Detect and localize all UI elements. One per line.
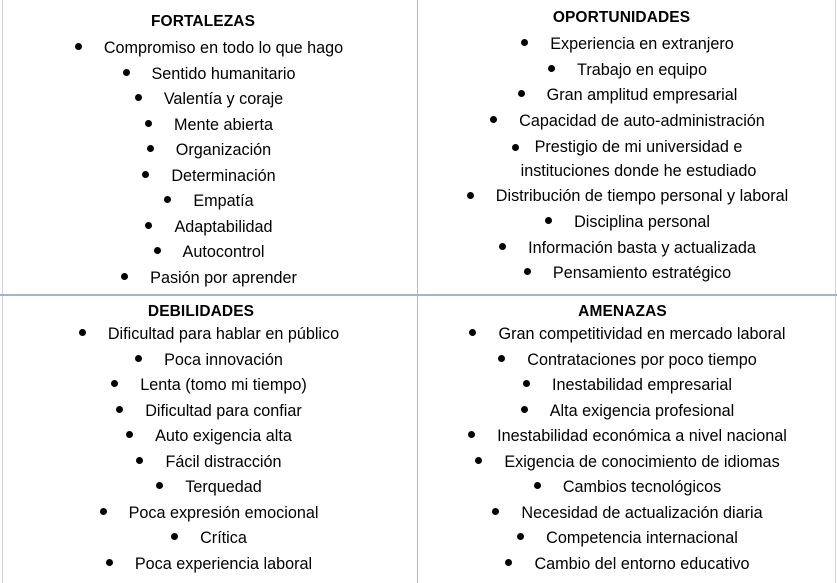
bullet-icon [492,508,499,515]
bullet-icon [126,431,133,438]
list-item-text: Prestigio de mi universidad e instituciones donde he estudiado [520,138,757,181]
list-item-text: Información basta y actualizada [528,238,756,257]
list-item-text: Necesidad de actualización diaria [521,503,763,522]
bullet-icon [534,482,541,489]
bullet-icon [467,192,474,199]
list-item [0,87,418,113]
bullet-icon [468,431,475,438]
list-item [0,552,418,578]
bullet-icon [100,508,107,515]
list-item-text: Alta exigencia profesional [549,401,735,420]
bullet-icon [521,39,528,46]
bullet-icon [116,406,123,413]
list-item-text: Fácil distracción [165,452,282,471]
bullet-icon [147,145,154,152]
amenazas-cell [418,295,837,583]
list-item [418,261,837,287]
list-item [418,373,837,399]
bullet-icon [475,457,482,464]
debilidades-cell [0,295,418,583]
list-item-text: Poca innovación [164,350,283,369]
bullet-icon [121,273,128,280]
list-item-text: Competencia internacional [546,529,738,547]
list-item [418,58,837,84]
list-item-text: Dificultad para hablar en público [107,325,340,343]
list-item [418,134,837,184]
list-item-text: Determinación [171,166,276,185]
list-item-text: Experiencia en extranjero [550,35,734,53]
list-item [0,450,418,476]
list-item [0,526,418,552]
list-item-text: Crítica [200,529,247,547]
fortalezas-list [0,36,418,291]
list-item [0,501,418,527]
debilidades-list [0,322,418,577]
bullet-icon [123,69,130,76]
oportunidades-list [418,32,837,287]
list-item [418,109,837,135]
bullet-icon [142,171,149,178]
bullet-icon [171,533,178,540]
bullet-icon [521,406,528,413]
list-item-text: Trabajo en equipo [577,60,707,79]
list-item-text: Lenta (tomo mi tiempo) [140,376,307,394]
list-item [0,373,418,399]
list-item [0,240,418,266]
list-item-text: Mente abierta [174,115,273,134]
bullet-icon [136,457,143,464]
amenazas-list [418,322,837,577]
list-item [418,32,837,58]
list-item [418,322,837,348]
list-item-text: Inestabilidad económica a nivel nacional [497,427,787,445]
list-item-text: Cambio del entorno educativo [534,554,750,573]
list-item-text: Gran amplitud empresarial [546,86,738,105]
list-item [0,36,418,62]
list-item-text: Poca experiencia laboral [134,554,313,573]
bullet-icon [499,243,506,250]
list-item-text: Gran competitividad en mercado laboral [498,325,786,343]
list-item [418,450,837,476]
list-item-text: Pensamiento estratégico [552,264,732,283]
bullet-icon [75,43,82,50]
list-item-text: Sentido humanitario [151,64,296,83]
list-item [0,215,418,241]
list-item-text: Disciplina personal [574,212,710,231]
list-item [418,236,837,262]
bullet-icon [505,559,512,566]
fortalezas-title: FORTALEZAS [150,13,256,30]
bullet-icon [145,120,152,127]
bullet-icon [517,533,524,540]
list-item-text: Distribución de tiempo personal y laboral [495,187,789,206]
list-item-text: Organización [175,141,272,159]
bullet-icon [135,94,142,101]
list-item [0,189,418,215]
list-item [0,62,418,88]
list-item [418,210,837,236]
list-item-text: Inestabilidad empresarial [552,376,732,394]
list-item-text: Autocontrol [182,243,265,261]
list-item [0,424,418,450]
bullet-icon [164,196,171,203]
list-item-text: Contrataciones por poco tiempo [527,350,757,369]
bullet-icon [490,116,497,123]
list-item [418,475,837,501]
bullet-icon [498,355,505,362]
bullet-icon [79,329,86,336]
list-item [0,322,418,348]
bullet-icon [106,559,113,566]
list-item [0,113,418,139]
list-item-text: Dificultad para confiar [145,401,302,420]
list-item [418,552,837,578]
list-item [418,184,837,210]
debilidades-title: DEBILIDADES [147,303,255,320]
list-item-text: Exigencia de conocimiento de idiomas [504,452,780,471]
list-item-text: Auto exigencia alta [155,427,292,445]
list-item [418,399,837,425]
list-item [418,501,837,527]
bullet-icon [548,65,555,72]
list-item-text: Adaptabilidad [174,217,273,236]
list-item-text: Valentía y coraje [163,90,284,108]
oportunidades-cell [418,0,837,295]
bullet-icon [524,268,531,275]
bullet-icon [518,90,525,97]
bullet-icon [545,217,552,224]
bullet-icon [156,482,163,489]
fortalezas-cell [0,0,418,295]
list-item-text: Empatía [193,192,254,210]
list-item-text: Poca expresión emocional [128,503,319,522]
bullet-icon [523,380,530,387]
list-item [418,424,837,450]
list-item [0,266,418,292]
horizontal-divider [0,294,837,296]
list-item-text: Cambios tecnológicos [562,478,722,496]
list-item [0,348,418,374]
bullet-icon [135,355,142,362]
list-item [418,348,837,374]
list-item-text: Pasión por aprender [150,268,297,287]
vertical-divider [417,0,418,583]
bullet-icon [111,380,118,387]
list-item-text: Terquedad [185,478,262,496]
bullet-icon [512,144,519,151]
list-item [418,526,837,552]
list-item [0,138,418,164]
list-item [0,475,418,501]
list-item-text: Capacidad de auto-administración [519,111,765,130]
oportunidades-title: OPORTUNIDADES [552,9,691,26]
bullet-icon [469,329,476,336]
amenazas-title: AMENAZAS [578,303,667,320]
list-item [0,164,418,190]
bullet-icon [145,222,152,229]
bullet-icon [154,247,161,254]
list-item-text: Compromiso en todo lo que hago [103,39,344,57]
list-item [0,399,418,425]
list-item [418,83,837,109]
